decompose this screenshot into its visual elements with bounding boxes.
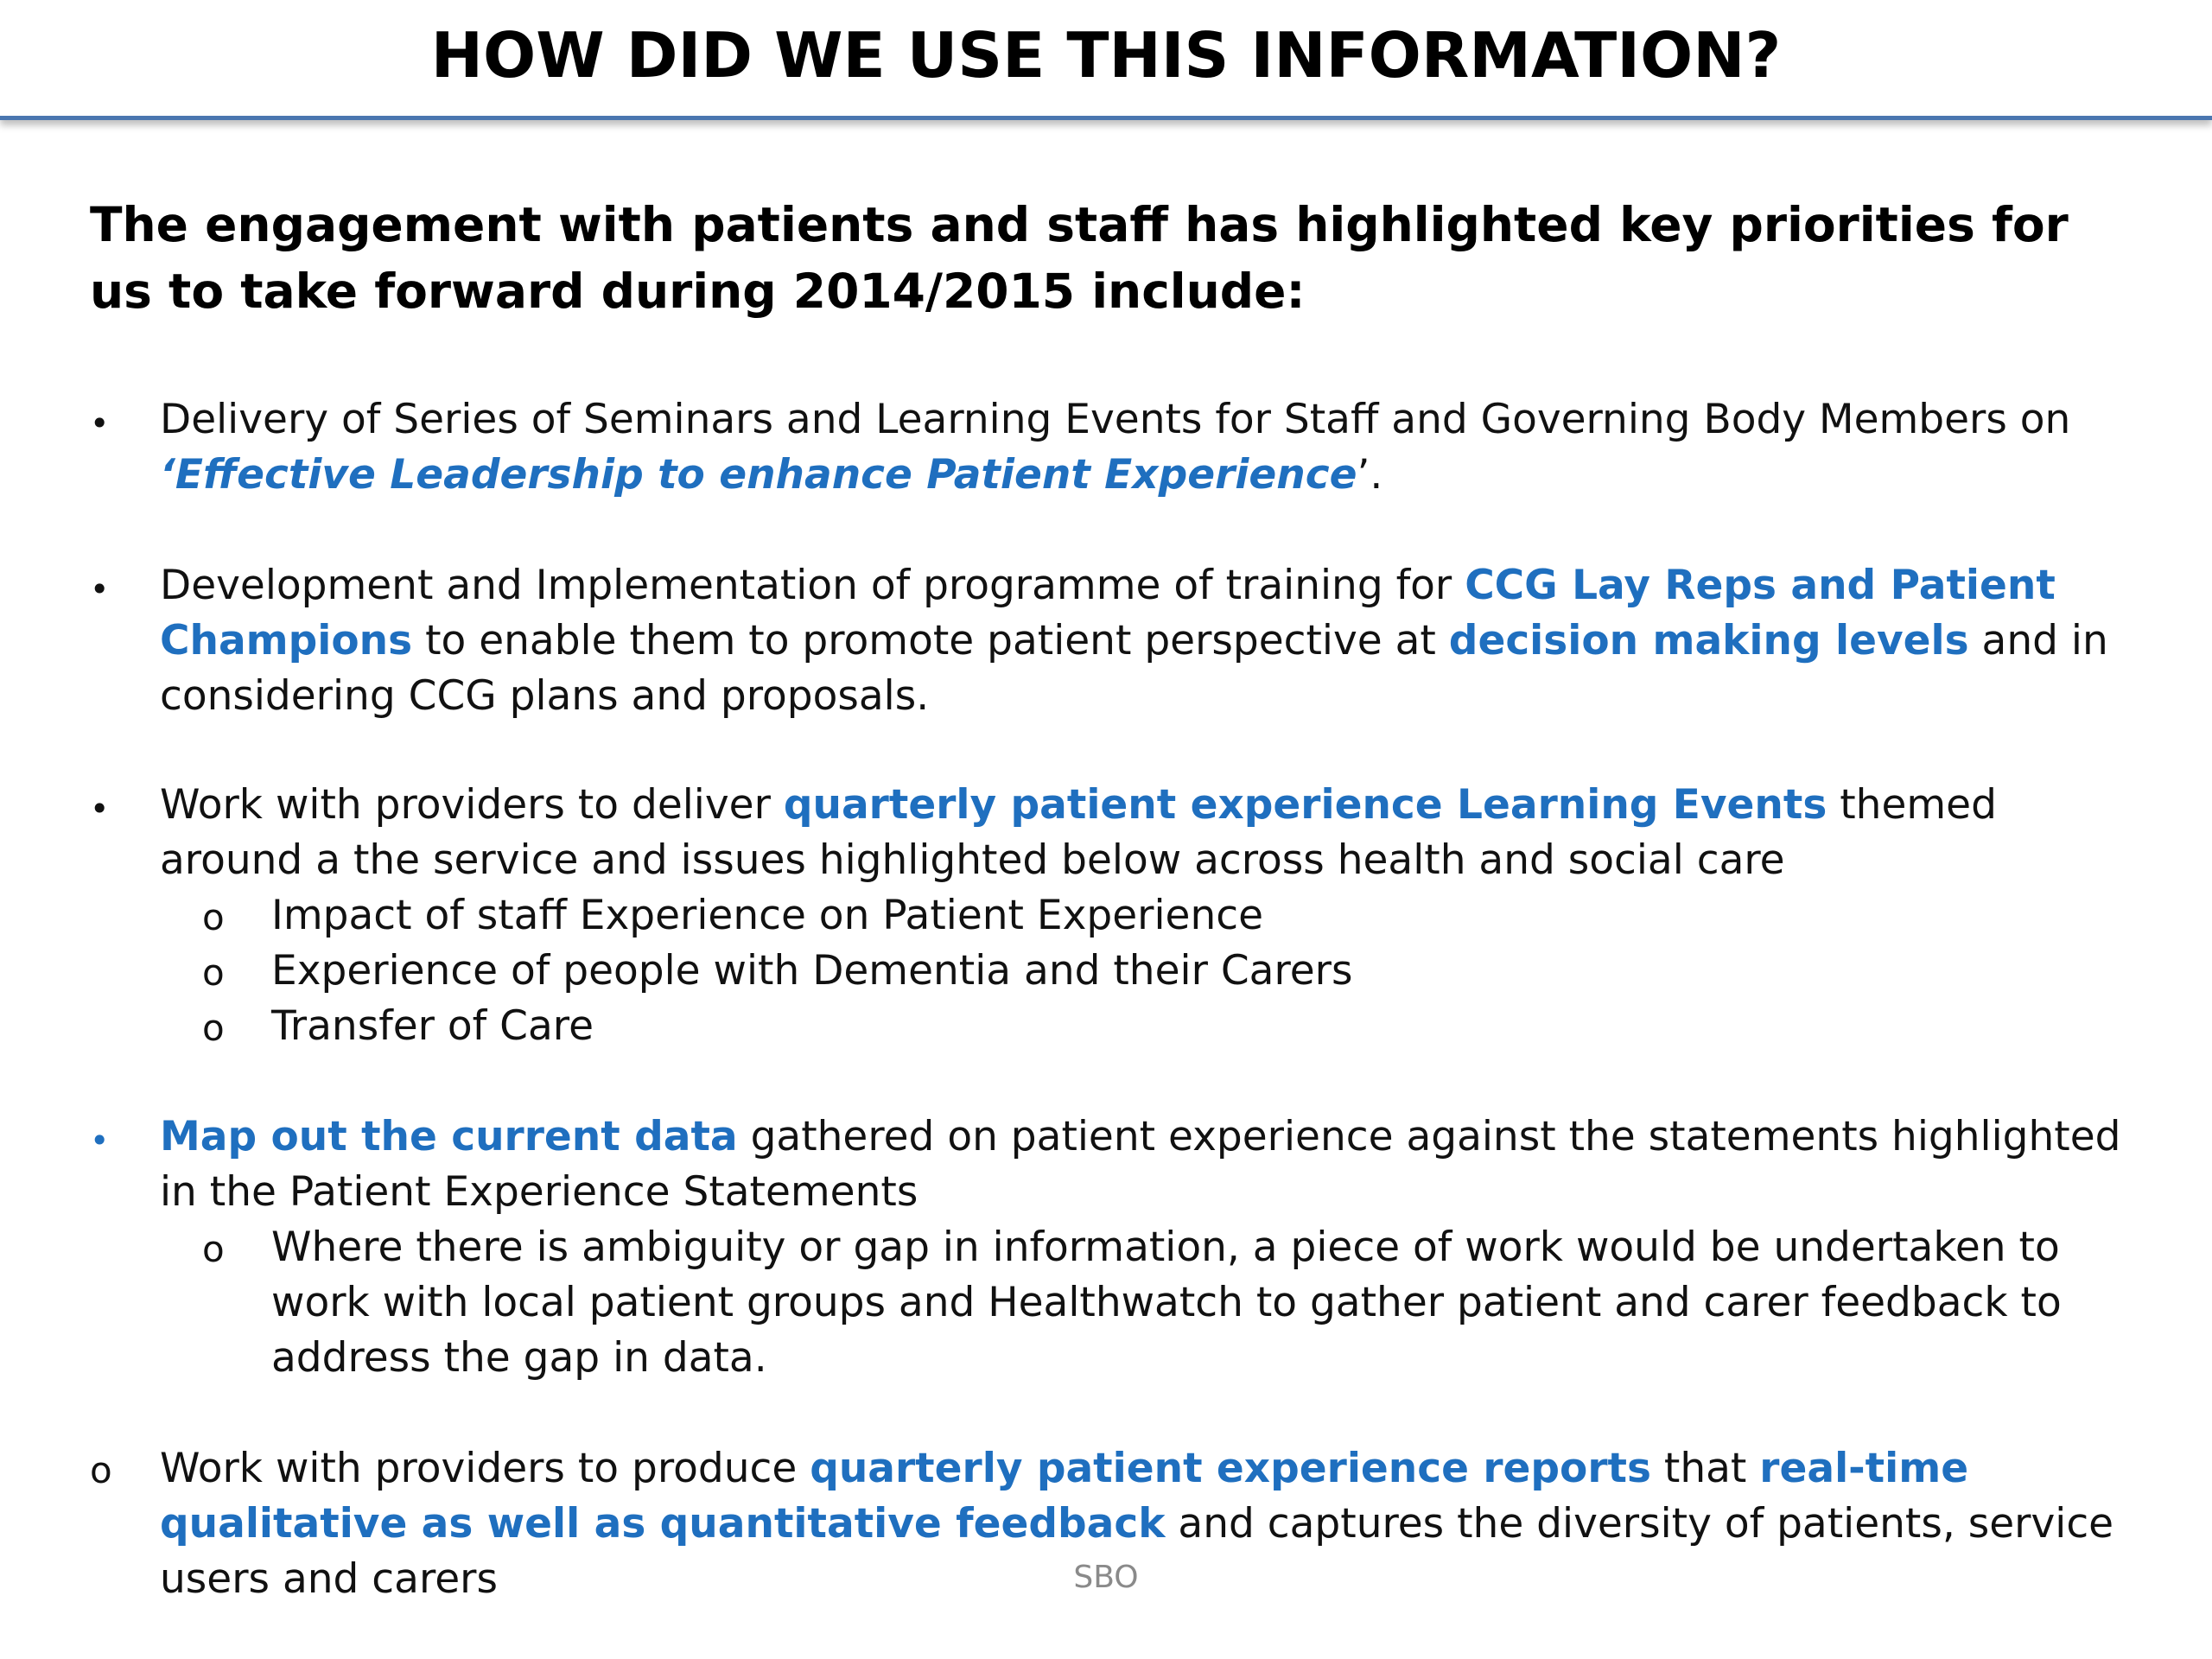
sub-item-3-2: Experience of people with Dementia and their Carers bbox=[271, 947, 1353, 995]
bullet-4-highlight: Map out the current data bbox=[160, 1113, 738, 1160]
bullet-2-text-a: Development and Implementation of programme of training for bbox=[160, 562, 1465, 609]
bullet-5-text-a: Work with providers to produce bbox=[160, 1445, 810, 1492]
bullet-2-text-b: to enable them to promote patient perspective at bbox=[412, 617, 1449, 664]
bullet-item-3 bbox=[160, 778, 2139, 888]
bullet-marker-5: o bbox=[90, 1449, 112, 1491]
bullet-1-text: Delivery of Series of Seminars and Learning Events for Staff and Governing Body Members on bbox=[160, 396, 2071, 443]
page-title: HOW DID WE USE THIS INFORMATION? bbox=[430, 19, 1782, 92]
sub-item-4-1: Where there is ambiguity or gap in information, a piece of work would be undertaken to work with local patient groups and Healthwatch to gather patient and carer feedback to address the gap in data. bbox=[271, 1224, 2062, 1382]
sub-marker-4-1: o bbox=[202, 1228, 225, 1270]
bullet-marker-2: • bbox=[90, 570, 110, 608]
bullet-item-1 bbox=[160, 392, 2139, 503]
bullet-marker-3: • bbox=[90, 790, 110, 828]
bullet-3-text-b: themed around a the service and issues highlighted below across health and social care bbox=[160, 781, 1997, 884]
intro-heading: The engagement with patients and staff has highlighted key priorities for us to take forward during 2014/2015 include: bbox=[90, 197, 2069, 319]
bullet-3-highlight: quarterly patient experience Learning Events bbox=[783, 781, 1827, 829]
bullet-marker-1: • bbox=[90, 404, 110, 442]
bullet-4-text: gathered on patient experience against the statements highlighted in the Patient Experience Statements bbox=[160, 1113, 2121, 1216]
bullet-2-highlight-a: CCG Lay Reps and Patient Champions bbox=[160, 562, 2056, 664]
bullet-item-4 bbox=[160, 1109, 2139, 1220]
bullet-3-text-a: Work with providers to deliver bbox=[160, 781, 784, 829]
bullet-1-quote-close: ’. bbox=[1357, 451, 1383, 499]
sub-item-3-1: Impact of staff Experience on Patient Experience bbox=[271, 892, 1263, 939]
bullet-5-highlight-b: real-time qualitative as well as quantitative feedback bbox=[160, 1445, 1969, 1548]
bullet-marker-4: • bbox=[90, 1122, 110, 1160]
sub-item-3-3: Transfer of Care bbox=[271, 1002, 594, 1050]
bullet-5-text-c: and captures the diversity of patients, service users and carers bbox=[160, 1500, 2114, 1603]
title-bar bbox=[0, 0, 2212, 120]
footer-label: SBO bbox=[1073, 1560, 1139, 1595]
bullet-5-highlight-a: quarterly patient experience reports bbox=[810, 1445, 1651, 1492]
bullet-1-quote-open: ‘ bbox=[160, 451, 175, 499]
sub-marker-3-1: o bbox=[202, 896, 225, 938]
bullet-1-highlight: Effective Leadership to enhance Patient Experience bbox=[175, 451, 1357, 499]
sub-marker-3-3: o bbox=[202, 1007, 225, 1049]
bullet-2-text-c: and in considering CCG plans and proposals. bbox=[160, 617, 2108, 720]
bullet-2-highlight-b: decision making levels bbox=[1448, 617, 1969, 664]
sub-marker-3-2: o bbox=[202, 951, 225, 994]
bullet-item-2 bbox=[160, 558, 2139, 724]
bullet-5-text-b: that bbox=[1650, 1445, 1760, 1492]
